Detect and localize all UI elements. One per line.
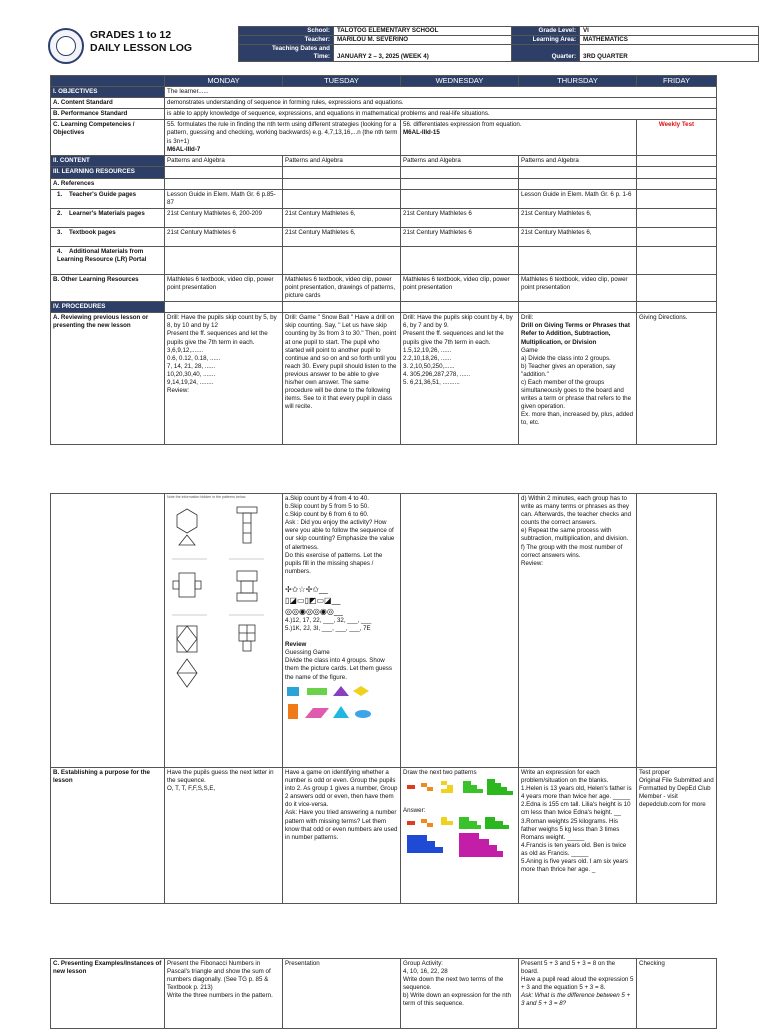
teacher-value: MARILOU M. SEVERINO [333,36,511,45]
lm-tue: 21st Century Mathletes 6, [283,208,401,227]
review-wed-line: 4. 305,296,287,278, ...... [403,370,471,378]
other-thu: Mathletes 6 textbook, video clip, power point presentation [519,274,637,301]
review-thu-a: a) Divide the class into 2 groups. [521,354,611,362]
review-fri: Giving Directions. [637,313,717,445]
lesson-log-table-1 [50,75,717,445]
review2-thu [519,494,637,768]
perf-std-text: is able to apply knowledge of sequence, expressions, and equations in mathematical problems and real-life situations. [165,109,717,120]
area-value: MATHEMATICS [580,36,759,45]
perf-std-label: B. Performance Standard [51,109,165,120]
dates-label-line1: Teaching Dates and [271,45,330,52]
presenting-mon [165,959,283,1029]
prism-figure [307,688,327,695]
review-thu [519,313,637,445]
review-mon-line: 7, 14, 21, 28, ...... [167,362,216,370]
purpose-thu-line: 4.Francis is ten years old. Ben is twice as old as Francis. _____ [521,841,627,857]
guessing-game-title: Guessing Game [285,649,330,657]
review2-thu-e: e) Repeat the same process with subtraction, multiplication, and division. [521,527,629,543]
school-value: TALOTOG ELEMENTARY SCHOOL [333,27,511,36]
tg-mon: Lesson Guide in Elem. Math Gr. 6 p.85-87 [165,189,283,208]
table-row [51,109,717,120]
day-friday: FRIDAY [637,76,717,87]
review-tue: Drill: Game " Snow Ball " Have a drill on skip counting. Say, " Let us have skip counting by 3s from 3 to 30." Then, point at one pupil to start. The pupil who started will point to another pupil to continue and so on and so forth until you reach 30. Every pupil should listen to the previous answer to be able to give his/her own answer. The same procedure will be done to the following items. See to it that every pupil in class will recite. [283,313,401,445]
circle-pattern: ◎◎◉◎◎◉◎__ [285,606,343,616]
lesson-log-table-3 [50,958,717,1029]
picture-cards-image [285,684,381,724]
review-heading: Review [285,641,307,649]
star-pattern: ✢✩☆✢✩__ [285,584,328,594]
review2-tue-line: Ask : Did you enjoy the activity? How were you able to follow the sequence of our skip counting? Emphasize the value of alertness. [285,519,395,551]
block-pattern-image [403,777,515,807]
presenting-thu-line: Present 5 + 3 and 5 + 3 = 8 on the board. [521,960,616,976]
content-tue: Patterns and Algebra [283,156,401,167]
purpose-tue-text: Have a game on identifying whether a number is odd or even. Group the pupils into 2. As group 1 gives a number, Group 2 answers odd or even, then have them do it vice-versa. [285,769,398,809]
school-label: School: [239,27,334,36]
table-row [51,246,717,274]
table-row [51,189,717,208]
objectives-label: I. OBJECTIVES [51,87,165,98]
review-thu-b: b) Teacher gives an operation, say "addition." [521,362,616,378]
other-mon: Mathletes 6 textbook, video clip, power point presentation [165,274,283,301]
review-mon-line: Drill: Have the pupils skip count by 5, by 8, by 10 and by 12 [167,314,277,330]
review-thu-drill: Drill: [521,314,534,322]
table-row [51,959,717,1029]
info-table [238,26,759,62]
tg-thu: Lesson Guide in Elem. Math Gr. 6 p. 1-6 [519,189,637,208]
table-row [51,494,717,768]
procedures-label: IV. PROCEDURES [51,302,165,313]
review-wed-line: 3. 2,10,50,250,...... [403,362,455,370]
purpose-wed [401,768,519,904]
review-mon-line: 3,6,9,12,....... [167,346,204,354]
lm-label [51,208,165,227]
square-stack-shape [237,571,257,581]
letter-pattern: 5.)1K, 2J, 3I, ___, ___, ___, 7E [285,625,371,633]
purpose-thu-line: 5.Aning is five years old. I am six years more than thrice her age. _ [521,858,628,874]
purpose-thu [519,768,637,904]
purpose-mon-sequence: O, T, T, F,F,S,S,E, [167,785,216,793]
table-row [51,274,717,301]
diamond-box-shape [177,626,197,652]
tb-num: 3. [57,228,63,236]
ellipse-figure [355,710,371,718]
resources-label: III. LEARNING RESOURCES [51,167,165,178]
purpose-mon [165,768,283,904]
purpose-label: B. Establishing a purpose for the lesson [51,768,165,904]
guessing-game-text: Divide the class into 4 groups. Show them the picture cards. Let them guess the name of the figure. [285,657,392,681]
review2-wed [401,494,519,768]
tb-label [51,227,165,246]
deped-seal-icon [48,28,84,64]
dates-label-line2: Time: [313,53,330,60]
tg-label [51,189,165,208]
table-row [51,768,717,904]
dates-value: JANUARY 2 – 3, 2025 (WEEK 4) [333,45,511,62]
cone-figure [333,706,349,718]
tg-num: 1. [57,190,63,198]
teacher-label: Teacher: [239,36,334,45]
triangle-shape [179,535,195,545]
competencies-wed-thu [401,120,637,156]
presenting-thu-line: Have a pupil read aloud the expression 5 + 3 and the equation 5 + 3 = 8. [521,976,634,992]
presenting-label: C. Presenting Examples/Instances of new lesson [51,959,165,1029]
review-wed-line: 5. 6,21,36,51, .......... [403,378,460,386]
parallelogram-figure [305,708,329,718]
cylinder-figure [288,704,298,719]
add-text: Additional Materials from Learning Resource (LR) Portal [57,247,147,263]
review2-thu-f: f) The group with the most number of correct answers wins. [521,543,623,559]
tb-thu: 21st Century Mathletes 6, [519,227,637,246]
review-mon-line: Review: [167,387,190,395]
review-mon-line: 10,20,30,40, ....... [167,370,216,378]
table-row [51,313,717,445]
dates-label [239,45,334,62]
tb-wed: 21st Century Mathletes 6 [401,227,519,246]
presenting-wed-sequence: 4, 10, 16, 22, 28 [403,968,448,976]
quarter-value: 3RD QUARTER [580,45,759,62]
review2-mon [165,494,283,768]
header [48,26,716,68]
competencies-label: C. Learning Competencies / Objectives [51,120,165,156]
review-thu-c: c) Each member of the groups simultaneously goes to the board and writes a term or phrase that refers to the given operation. [521,378,632,411]
presenting-tue: Presentation [283,959,401,1029]
grade-label: Grade Level: [512,27,580,36]
table-row [51,120,717,156]
table-row [51,178,717,189]
purpose-thu-line: Write an expression for each problem/situation on the blanks. [521,769,609,785]
content-thu: Patterns and Algebra [519,156,637,167]
pyramid-figure [333,686,349,696]
review2-tue [283,494,401,768]
purpose-mon-text: Have the pupils guess the next letter in the sequence. [167,769,274,785]
review-mon-line: 9,14,19,24, ........ [167,378,214,386]
t-stem-shape [243,513,251,543]
title-line-2: DAILY LESSON LOG [90,42,193,54]
presenting-thu-ask: Ask: What is the difference between 5 + 3 and 5 + 3 = 8? [521,992,631,1008]
day-header-row [51,76,717,87]
day-wednesday: WEDNESDAY [401,76,519,87]
competency-55-code: M6AL-IIId-7 [167,145,201,153]
table-row [51,167,717,178]
purpose-thu-line: 1.Helen is 13 years old, Helen's father is 4 years more than twice her age. _____ [521,785,632,801]
purpose-fri-test: Test proper [639,769,670,776]
octahedron-figure [353,686,369,696]
review-wed [401,313,519,445]
purpose-fri [637,768,717,904]
content-std-text: demonstrates understanding of sequence in forming rules, expressions and equations. [165,98,717,109]
table-row [51,87,717,98]
review2-thu-d: d) Within 2 minutes, each group has to write as many terms or phrases as they can. Afterwards, the teacher checks and counts the correct answers. [521,495,632,527]
presenting-wed-title: Group Activity: [403,960,443,967]
content-std-label: A. Content Standard [51,98,165,109]
objectives-text: The learner...... [165,87,717,98]
purpose-tue [283,768,401,904]
review-mon-line: Present the ff. sequences and let the pupils give the 7th term in each. [167,330,268,346]
lesson-log-table-2 [50,493,717,904]
review-wed-line: Present the ff. sequences and let the pupils give the 7th term in each. [403,330,504,346]
table-row [51,227,717,246]
presenting-mon-text: Present the Fibonacci Numbers in Pascal's triangle and show the sum of numbers diagonally. (See TG p. 85 & Textbook p. 213) [167,960,271,992]
day-monday: MONDAY [165,76,283,87]
content-mon: Patterns and Algebra [165,156,283,167]
weekly-test-label: Weekly Test [637,120,717,156]
day-thursday: THURSDAY [519,76,637,87]
other-label: B. Other Learning Resources [51,274,165,301]
purpose-wed-text: Draw the next two patterns [403,769,477,776]
presenting-fri: Checking [637,959,717,1029]
shape-patterns-image [167,501,279,691]
lm-mon: 21st Century Mathletes 6, 200-209 [165,208,283,227]
purpose-wed-answer-label: Answer: [403,807,426,815]
review-wed-line: 1.5,12,19,26, ...... [403,346,452,354]
review2-tue-line: a.Skip count by 4 from 4 to 40. [285,495,369,502]
purpose-fri-credit: Original File Submitted and Formatted by DepEd Club Member - visit depedclub.com for more [639,777,714,809]
other-tue: Mathletes 6 textbook, video clip, power point presentation, drawings of patterns, picture cards [283,274,401,301]
answer-pattern-image [403,815,515,859]
day-tuesday: TUESDAY [283,76,401,87]
content-label: II. CONTENT [51,156,165,167]
review2-fri [637,494,717,768]
review2-tue-line: c.Skip count by 6 from 6 to 60. [285,511,369,519]
table-row [51,208,717,227]
cube-figure [287,687,299,696]
add-label [51,246,165,274]
review2-thu-review: Review: [521,559,544,567]
lm-wed: 21st Century Mathletes 6 [401,208,519,227]
presenting-wed-task-b: b) Write down an expression for the nth term of this sequence. [403,992,511,1008]
content-wed: Patterns and Algebra [401,156,519,167]
table-row [51,156,717,167]
purpose-thu-line: 3.Roman weights 25 kilograms. His father weighs 5 kg less than 3 times Romans weight. _____ [521,817,620,841]
content-fri [637,156,717,167]
review-mon-line: 0.6, 0.12, 0.18, ...... [167,354,221,362]
competency-56-code: M6AL-IIId-15 [403,129,440,137]
review-mon [165,313,283,445]
number-pattern: 4.)12, 17, 22, ___, 32, ___, ___ [285,616,372,624]
hexagon-shape [177,509,197,533]
t-shape [237,507,257,513]
review-wed-line: 2.2,10,18,26, ...... [403,354,452,362]
page-title [90,29,192,55]
review2-tue-line: Do this exercise of patterns. Let the pupils fill in the missing shapes / numbers. [285,551,383,575]
review-thu-ex: Ex. more than, increased by, plus, added to, etc. [521,411,634,427]
purpose-tue-ask: Ask: Have you tried answering a number pattern with missing terms? Let them know that odd or even numbers are used in number patterns. [285,809,398,841]
tb-text: Textbook pages [69,228,116,236]
review-wed-line: Drill: Have the pupils skip count by 4, by 6, by 7 and by 9. [403,314,513,330]
references-label: A. References [51,178,165,189]
review-thu-title: Drill on Giving Terms or Phrases that Refer to Addition, Subtraction, Multiplication, or Division [521,322,630,346]
add-num: 4. [57,247,63,255]
tb-tue: 21st Century Mathletes 6, [283,227,401,246]
review-thu-game: Game [521,346,538,354]
review2-tue-line: b.Skip count by 5 from 5 to 50. [285,503,369,511]
table-row [51,302,717,313]
title-line-1: GRADES 1 to 12 [90,29,172,41]
tb-mon: 21st Century Mathletes 6 [165,227,283,246]
quarter-label: Quarter: [512,45,580,62]
grade-value: VI [580,27,759,36]
rectangle-shape [179,573,195,597]
presenting-thu [519,959,637,1029]
review-label-cont [51,494,165,768]
table-row [51,98,717,109]
competency-56: 56. differentiates expression from equation. [403,121,522,129]
other-wed: Mathletes 6 textbook, video clip, power point presentation [401,274,519,301]
presenting-wed-task-a: Write down the next two terms of the sequence. [403,976,504,992]
lm-text: Learner's Materials pages [69,209,145,217]
lm-thu: 21st Century Mathletes 6, [519,208,637,227]
tg-text: Teacher's Guide pages [69,190,137,198]
presenting-mon-text2: Write the three numbers in the pattern. [167,992,273,1000]
block-pattern: ▯◪▭▯◩▭◪__ [285,595,341,605]
corner-cell [51,76,165,87]
purpose-thu-line: 2.Edna is 155 cm tall. Lilia's height is 10 cm less than twice Edna's height. __ [521,801,631,817]
area-label: Learning Area: [512,36,580,45]
patterns-caption: Note the information hidden in the patterns below. [167,495,247,499]
review-label: A. Reviewing previous lesson or presenting the new lesson [51,313,165,445]
presenting-wed [401,959,519,1029]
competencies-mon-tue [165,120,401,156]
lm-num: 2. [57,209,63,217]
competency-55: 55. formulates the rule in finding the nth term using different strategies (looking for a pattern, guessing and checking, working backwards) e.g. 4,7,13,16,...n (the nth term is 3n+1) [167,121,398,145]
